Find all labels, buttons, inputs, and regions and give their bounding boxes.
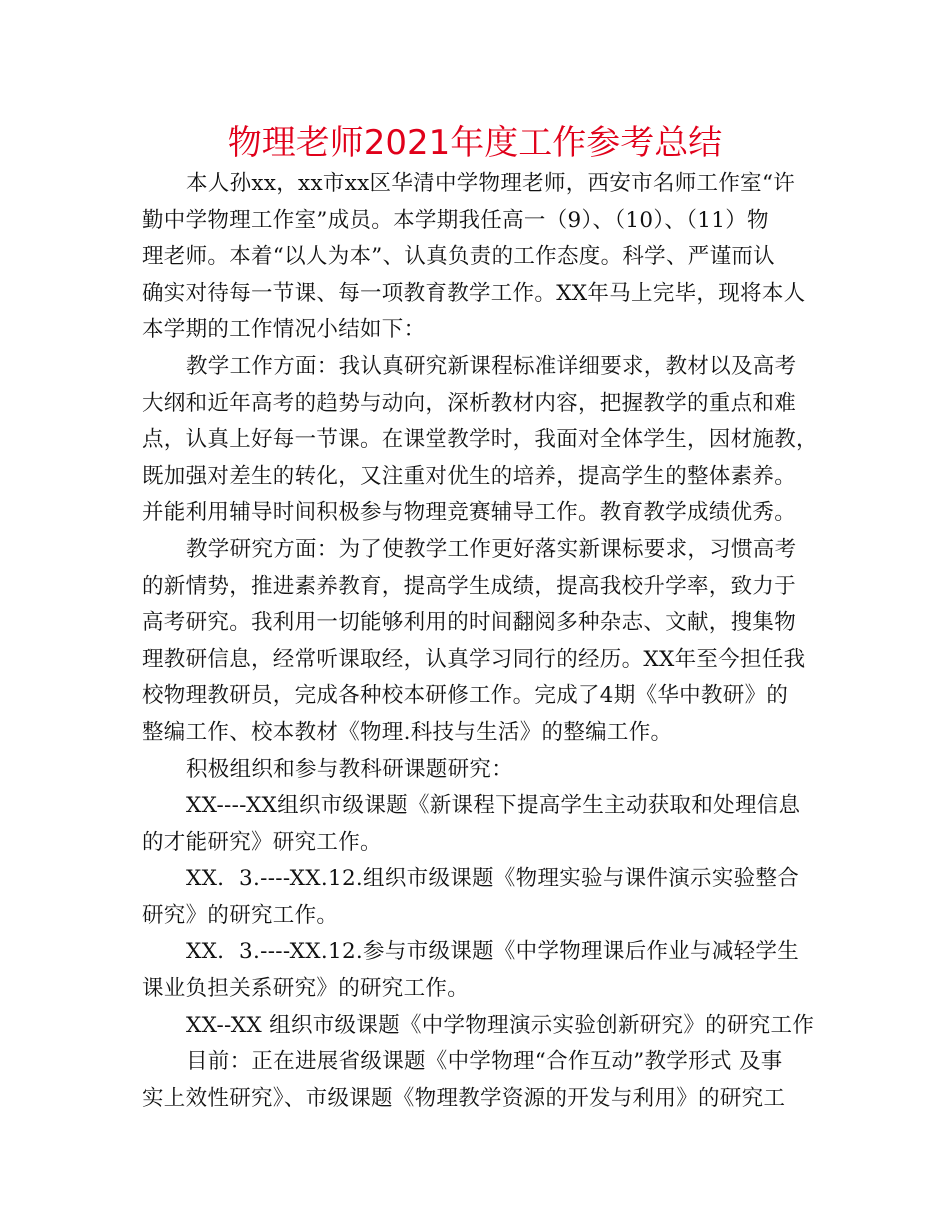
- body-line: XX．3.----XX.12.参与市级课题《中学物理课后作业与减轻学生: [186, 939, 800, 965]
- body-line: 大纲和近年高考的趋势与动向，深析教材内容，把握教学的重点和难: [142, 390, 797, 416]
- body-line: 目前：正在进展省级课题《中学物理“合作互动”教学形式 及事: [186, 1049, 783, 1075]
- body-line: 的新情势，推进素养教育，提高学生成绩，提高我校升学率，致力于: [142, 573, 797, 599]
- body-line: 勤中学物理工作室”成员。本学期我任高一（9）、（10）、（11）物: [142, 207, 769, 233]
- body-line: 课业负担关系研究》的研究工作。: [142, 976, 470, 1002]
- body-line: 点，认真上好每一节课。在课堂教学时，我面对全体学生，因材施教，: [142, 427, 818, 453]
- body-line: 本学期的工作情况小结如下：: [142, 317, 426, 343]
- body-line: 教学工作方面：我认真研究新课程标准详细要求，教材以及高考: [186, 353, 797, 379]
- body-line: 的才能研究》研究工作。: [142, 829, 382, 855]
- document-body: [142, 166, 818, 1117]
- document-title: 物理老师2021年度工作参考总结: [227, 123, 723, 163]
- body-line: XX----XX组织市级课题《新课程下提高学生主动获取和处理信息: [186, 793, 801, 819]
- body-line: 积极组织和参与教科研课题研究：: [186, 756, 514, 782]
- body-line: 并能利用辅导时间积极参与物理竞赛辅导工作。教育教学成绩优秀。: [142, 500, 797, 526]
- body-line: 教学研究方面：为了使教学工作更好落实新课标要求，习惯高考: [186, 536, 797, 562]
- body-line: 理教研信息，经常听课取经，认真学习同行的经历。XX年至今担任我: [142, 646, 806, 672]
- body-line: 本人孙xx，xx市xx区华清中学物理老师，西安市名师工作室“许: [186, 171, 796, 196]
- body-line: 高考研究。我利用一切能够利用的时间翻阅多种杂志、文献，搜集物: [142, 610, 797, 636]
- body-line: XX--XX 组织市级课题《中学物理演示实验创新研究》的研究工作: [186, 1012, 815, 1038]
- body-line: 实上效性研究》、市级课题《物理教学资源的开发与利用》的研究工: [142, 1085, 786, 1111]
- body-line: 整编工作、校本教材《物理.科技与生活》的整编工作。: [142, 719, 673, 745]
- body-line: 既加强对差生的转化，又注重对优生的培养，提高学生的整体素养。: [142, 463, 797, 489]
- body-line: 校物理教研员，完成各种校本研修工作。完成了4期《华中教研》的: [142, 683, 789, 709]
- body-line: 理老师。本着“以人为本”、认真负责的工作态度。科学、严谨而认: [142, 244, 775, 270]
- body-line: XX．3.----XX.12.组织市级课题《物理实验与课件演示实验整合: [186, 866, 800, 892]
- body-line: 研究》的研究工作。: [142, 902, 339, 928]
- body-line: 确实对待每一节课、每一项教育教学工作。XX年马上完毕，现将本人: [142, 280, 806, 306]
